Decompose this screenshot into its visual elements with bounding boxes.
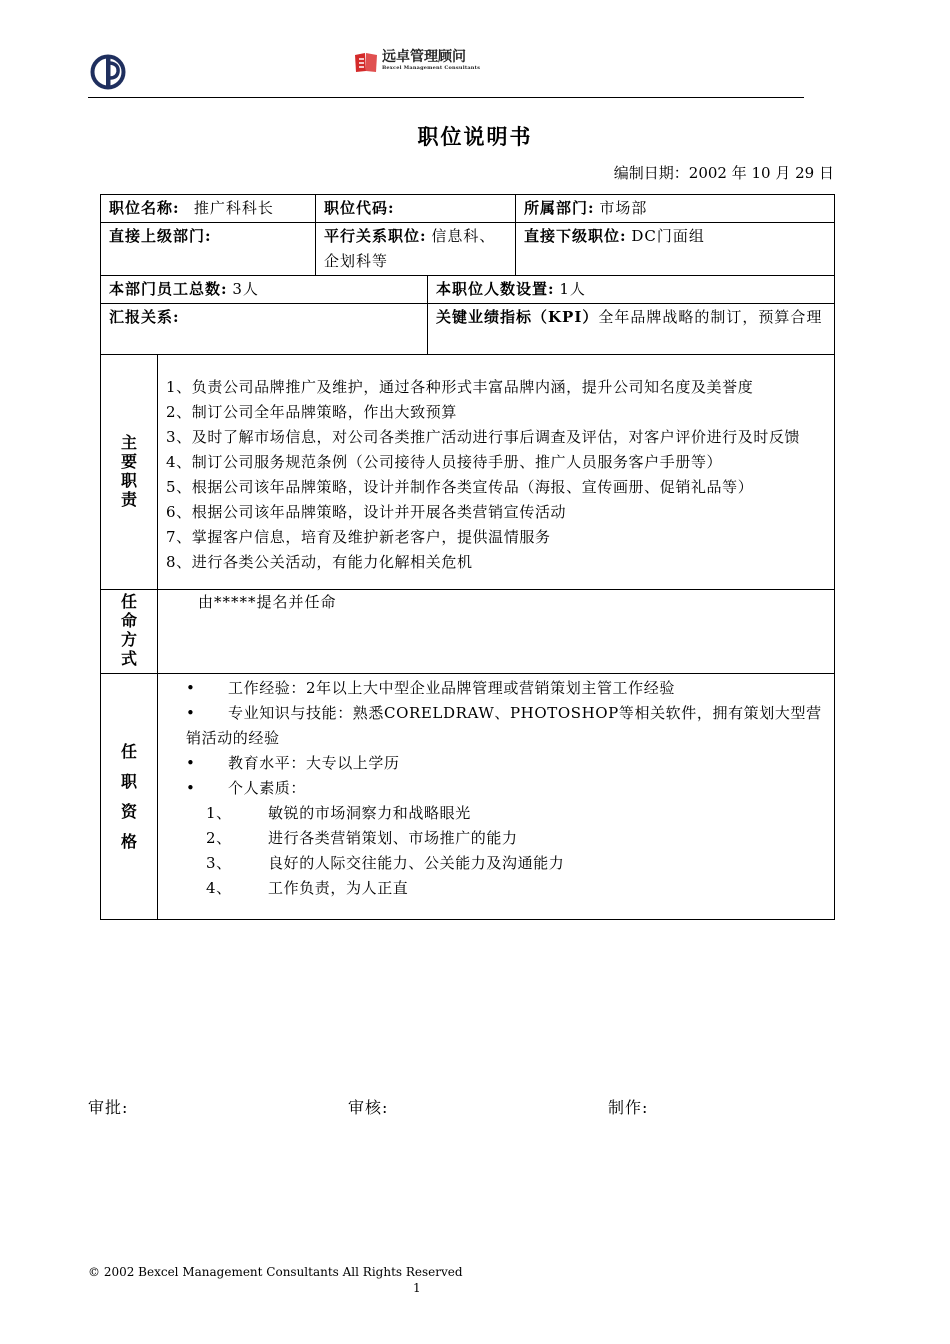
table-row <box>101 304 835 355</box>
appointment-cell <box>158 590 835 674</box>
trait-number: 1、 <box>206 804 232 822</box>
duty-item: 1、负责公司品牌推广及维护，通过各种形式丰富品牌内涵，提升公司知名度及美誉度 <box>166 378 754 396</box>
parallel-label: 平行关系职位: <box>324 227 427 245</box>
table-row <box>101 674 835 920</box>
bullet-icon: • <box>186 679 196 697</box>
superior-cell <box>101 223 316 276</box>
table-row <box>101 276 835 304</box>
brand-subtitle: Bexcel Management Consultants <box>382 65 481 71</box>
qualification-bullet <box>186 701 828 751</box>
department-cell <box>516 195 835 223</box>
duty-item: 2、制订公司全年品牌策略，作出大致预算 <box>166 403 457 421</box>
table-row <box>101 355 835 590</box>
trait-number: 2、 <box>206 829 232 847</box>
duties-side-cell <box>101 355 158 590</box>
review-label: 审核: <box>348 1098 389 1117</box>
position-code-label: 职位代码: <box>324 199 395 217</box>
qualification-text: 专业知识与技能：熟悉CORELDRAW、PHOTOSHOP等相关软件，拥有策划大型营销活动的经验 <box>186 704 822 747</box>
company-logo-icon <box>90 54 126 90</box>
trait-text: 良好的人际交往能力、公关能力及沟通能力 <box>268 854 565 872</box>
staff-total-label: 本部门员工总数: <box>109 280 228 298</box>
position-name-value: 推广科科长 <box>193 199 274 217</box>
duties-cell <box>158 355 835 590</box>
duty-item: 4、制订公司服务规范条例（公司接待人员接待手册、推广人员服务客户手册等） <box>166 453 723 471</box>
report-cell <box>101 304 428 355</box>
staff-total-value: 3人 <box>232 280 259 298</box>
subordinate-cell <box>516 223 835 276</box>
table-row <box>101 590 835 674</box>
department-value: 市场部 <box>599 199 648 217</box>
trait-text: 进行各类营销策划、市场推广的能力 <box>268 829 518 847</box>
qualification-bullet <box>186 751 828 776</box>
kpi-cell <box>428 304 835 355</box>
qualification-bullet <box>186 776 828 801</box>
appointment-text: 由*****提名并任命 <box>198 593 337 611</box>
duty-item: 6、根据公司该年品牌策略，设计并开展各类营销宣传活动 <box>166 503 567 521</box>
qualifications-side-cell <box>101 674 158 920</box>
duty-item: 3、及时了解市场信息，对公司各类推广活动进行事后调查及评估，对客户评价进行及时反馈 <box>166 428 801 446</box>
duty-item: 7、掌握客户信息，培育及维护新老客户，提供温情服务 <box>166 528 551 546</box>
brand-name: 远卓管理顾问 <box>382 49 466 65</box>
qualification-bullet <box>186 676 828 701</box>
qualification-text: 教育水平：大专以上学历 <box>228 754 400 772</box>
superior-label: 直接上级部门: <box>109 227 212 245</box>
bullet-icon: • <box>186 779 196 797</box>
copyright-footer: © 2002 Bexcel Management Consultants All Rights Reserved <box>88 1265 463 1279</box>
prepare-label: 制作: <box>608 1098 649 1117</box>
report-label: 汇报关系: <box>109 308 180 326</box>
qualification-text: 工作经验：2年以上大中型企业品牌管理或营销策划主管工作经验 <box>228 679 675 697</box>
appointment-side-cell <box>101 590 158 674</box>
subordinate-label: 直接下级职位: <box>524 227 627 245</box>
trait-item <box>186 801 828 826</box>
table-row <box>101 223 835 276</box>
parallel-cell <box>316 223 516 276</box>
position-name-cell <box>101 195 316 223</box>
job-description-table <box>100 194 835 920</box>
position-code-cell <box>316 195 516 223</box>
trait-item <box>186 851 828 876</box>
trait-number: 4、 <box>206 879 232 897</box>
parallel-value: 信息科、企划科等 <box>324 227 496 270</box>
bullet-icon: • <box>186 754 196 772</box>
brand-book-icon <box>354 51 378 73</box>
trait-number: 3、 <box>206 854 232 872</box>
brand-logo <box>354 50 494 74</box>
position-name-label: 职位名称: <box>109 199 180 217</box>
duty-item: 8、进行各类公关活动，有能力化解相关危机 <box>166 553 473 571</box>
staff-total-cell <box>101 276 428 304</box>
compile-date: 编制日期：2002 年 10 月 29 日 <box>613 164 834 182</box>
department-label: 所属部门: <box>524 199 595 217</box>
approve-label: 审批: <box>88 1098 129 1117</box>
trait-text: 工作负责，为人正直 <box>268 879 409 897</box>
duty-item: 5、根据公司该年品牌策略，设计并制作各类宣传品（海报、宣传画册、促销礼品等） <box>166 478 754 496</box>
qualifications-cell <box>158 674 835 920</box>
page-number: 1 <box>413 1281 421 1295</box>
page-header <box>0 0 950 100</box>
qualification-text: 个人素质： <box>228 779 307 797</box>
page-title: 职位说明书 <box>417 124 533 149</box>
trait-item <box>186 876 828 901</box>
qualifications-label: 任职资格 <box>120 741 137 851</box>
headcount-label: 本职位人数设置: <box>436 280 555 298</box>
kpi-label: 关键业绩指标（KPI） <box>436 308 599 326</box>
trait-item <box>186 826 828 851</box>
subordinate-value: DC门面组 <box>631 227 705 245</box>
table-row <box>101 195 835 223</box>
kpi-value: 全年品牌战略的制订，预算合理 <box>598 308 823 326</box>
header-divider <box>88 97 804 98</box>
headcount-cell <box>428 276 835 304</box>
bullet-icon: • <box>186 704 196 722</box>
appointment-label: 任命方式 <box>120 592 137 668</box>
trait-text: 敏锐的市场洞察力和战略眼光 <box>268 804 471 822</box>
headcount-value: 1人 <box>559 280 586 298</box>
duties-label: 主要职责 <box>120 432 137 509</box>
